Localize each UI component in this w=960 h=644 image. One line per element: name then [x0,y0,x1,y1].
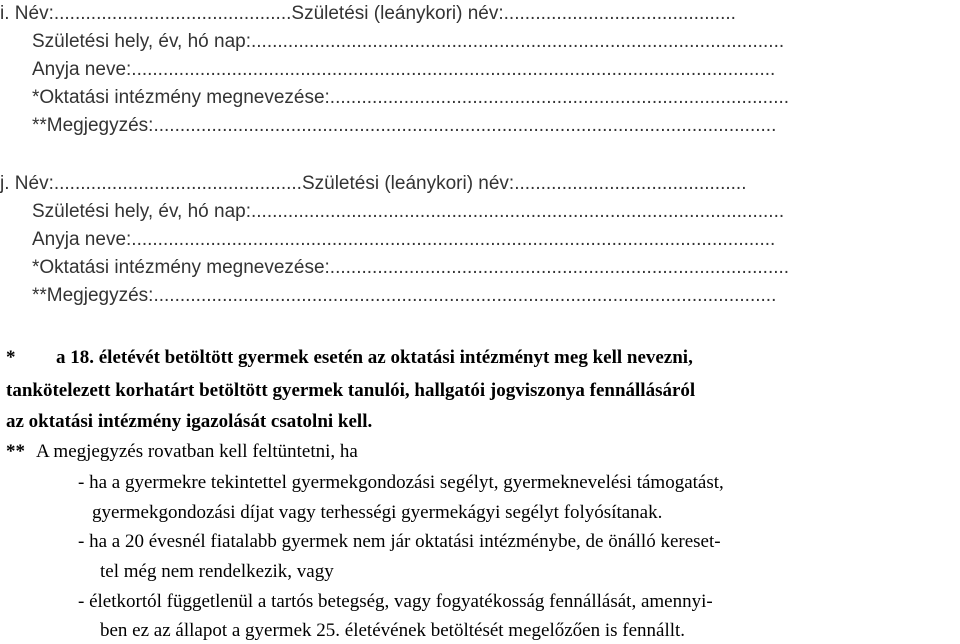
block-i-note-line: **Megjegyzés:...................................................................................................................... [32,115,777,136]
note-item-3-line-2: ben ez az állapot a gyermek 25. életévének betöltését megelőzően is fennállt. [100,620,686,641]
block-j-note-line: **Megjegyzés:...................................................................................................................... [32,285,777,306]
note-item-3-line-1: - életkortól függetlenül a tartós betegség, vagy fogyatékosság fennállását, amennyi- [78,591,713,612]
footnote-double-star-intro: A megjegyzés rovatban kell feltüntetni, ha [36,441,358,462]
note-item-1-line-2: gyermekgondozási díjat vagy terhességi gyermekágyi segélyt folyósítanak. [92,502,663,523]
footnote-star-line-2: tankötelezett korhatárt betöltött gyermek tanulói, hallgatói jogviszonya fennállásáról [6,380,696,401]
block-i-name-line: i. Név:.............................................Születési (leánykori) név:............................................ [0,3,736,24]
block-j-name-line: j. Név:...............................................Születési (leánykori) név:............................................ [0,173,747,194]
footnote-star-marker: * [6,347,16,368]
footnote-star-line-3: az oktatási intézmény igazolását csatolni kell. [6,411,373,432]
block-i-birth-line: Születési hely, év, hó nap:..................................................................................................... [32,31,785,52]
block-i-school-line: *Oktatási intézmény megnevezése:....................................................................................... [32,87,790,108]
note-item-2-line-1: - ha a 20 évesnél fiatalabb gyermek nem jár oktatási intézménybe, de önálló kereset- [78,531,721,552]
note-item-1-line-1: - ha a gyermekre tekintettel gyermekgondozási segélyt, gyermeknevelési támogatást, [78,472,724,493]
footnote-double-star-marker: ** [6,441,25,462]
block-j-mother-line: Anyja neve:.......................................................................................................................... [32,229,776,250]
footnote-star-line-1: a 18. életévét betöltött gyermek esetén az oktatási intézményt meg kell nevezni, [56,347,693,368]
note-item-2-line-2: tel még nem rendelkezik, vagy [100,561,334,582]
block-i-mother-line: Anyja neve:.......................................................................................................................... [32,59,776,80]
block-j-birth-line: Születési hely, év, hó nap:..................................................................................................... [32,201,785,222]
block-j-school-line: *Oktatási intézmény megnevezése:....................................................................................... [32,257,790,278]
